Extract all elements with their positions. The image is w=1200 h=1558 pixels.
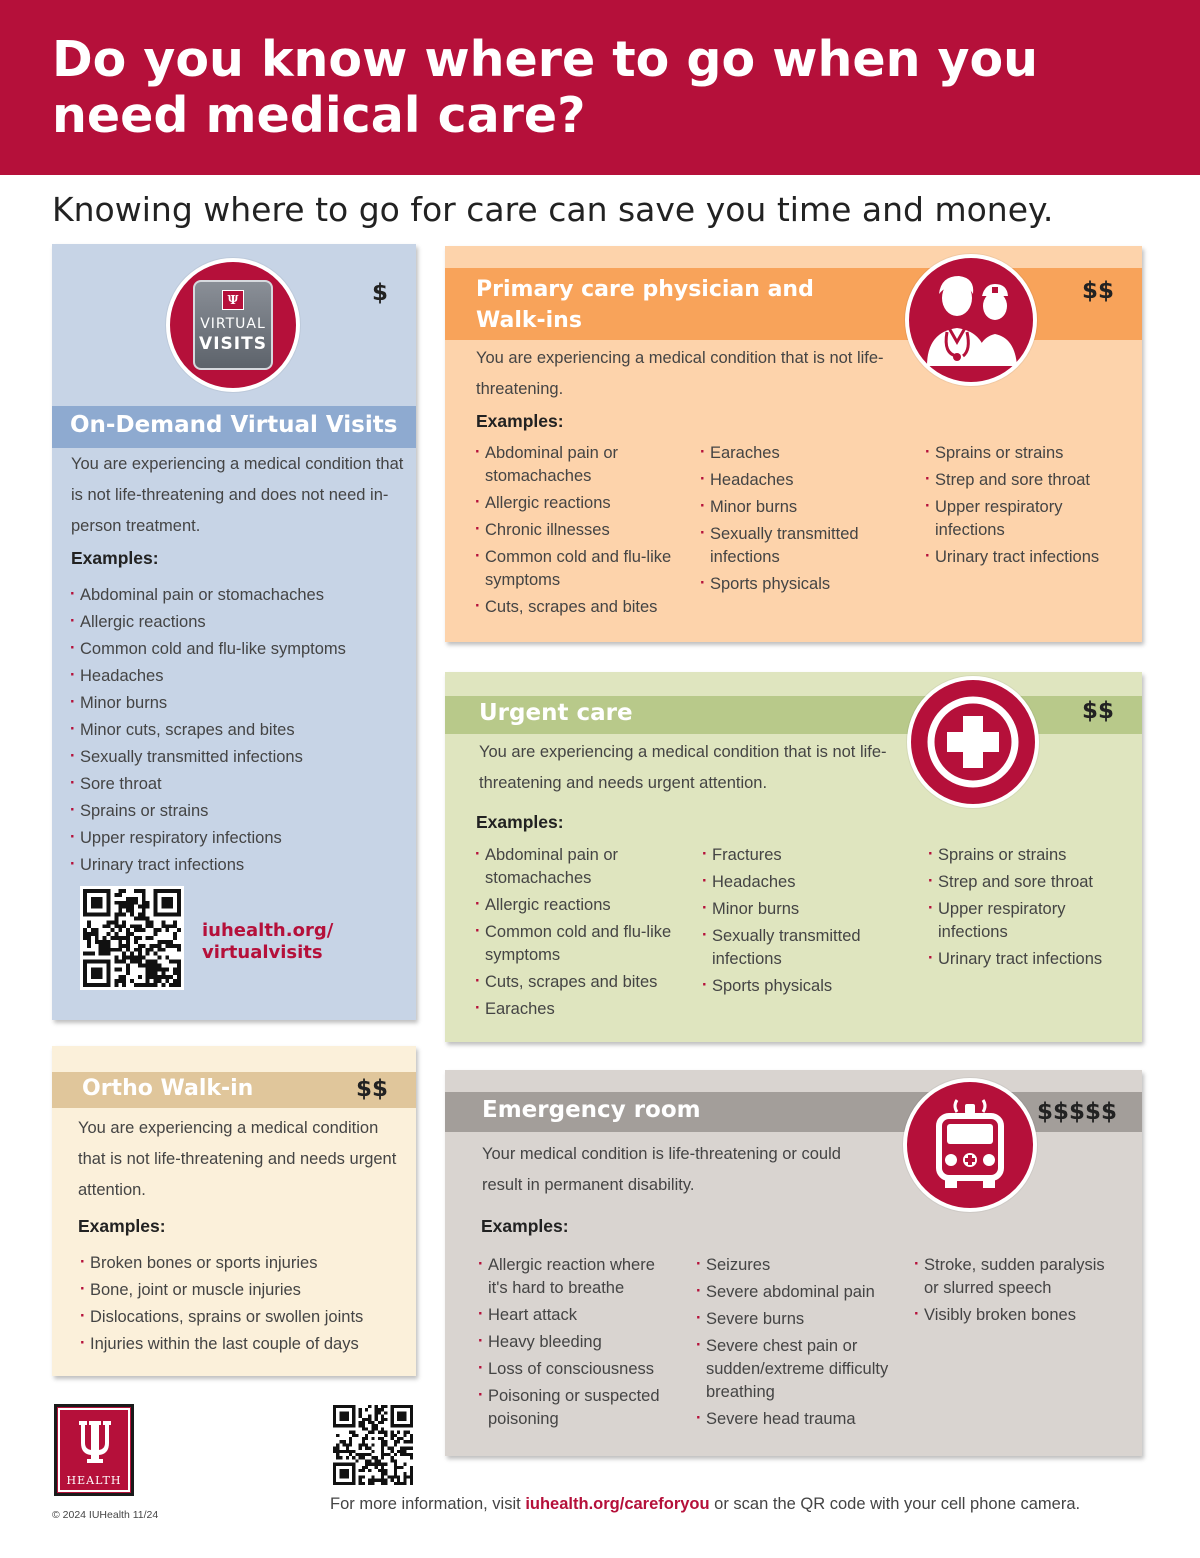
doctor-nurse-icon: [905, 254, 1037, 386]
list-item: · Minor cuts, scrapes and bites: [70, 719, 410, 742]
card-description: You are experiencing a medical condition that is not life-threatening.: [476, 349, 884, 398]
list-item: · Severe head trauma: [696, 1408, 901, 1431]
list-item: · Allergic reactions: [475, 894, 685, 917]
ambulance-icon: [903, 1078, 1037, 1212]
list-item: · Chronic illnesses: [475, 519, 680, 542]
qr-code-pattern: [83, 889, 181, 987]
footer-qr-code[interactable]: [330, 1402, 416, 1488]
qr-code[interactable]: [80, 886, 184, 990]
emergency-room-card: [445, 1070, 1142, 1456]
list-item: · Broken bones or sports injuries: [80, 1252, 412, 1275]
card-title: Emergency room: [482, 1097, 701, 1123]
card-title: Primary care physician and Walk-ins: [476, 277, 814, 333]
list-item: · Sports physicals: [702, 975, 912, 998]
list-item: · Upper respiratory infections: [928, 898, 1138, 944]
list-item: · Headaches: [70, 665, 410, 688]
footer-text: [330, 1495, 1080, 1514]
link-line-1[interactable]: iuhealth.org/: [202, 920, 334, 941]
badge-line-1: VIRTUAL: [200, 316, 266, 332]
primary-care-card: [445, 246, 1142, 642]
list-item: · Minor burns: [702, 898, 912, 921]
list-item: · Sexually transmitted infections: [702, 925, 912, 971]
list-item: · Severe abdominal pain: [696, 1281, 901, 1304]
list-item: · Headaches: [702, 871, 912, 894]
list-item: · Upper respiratory infections: [70, 827, 410, 850]
list-item: · Sprains or strains: [70, 800, 410, 823]
examples-label: Examples:: [481, 1216, 569, 1236]
card-header: [52, 406, 416, 448]
examples-column-3: [914, 1254, 1114, 1331]
examples-column-2: [700, 442, 905, 600]
list-item: · Common cold and flu-like symptoms: [70, 638, 410, 661]
list-item: · Cuts, scrapes and bites: [475, 596, 680, 619]
footer-text-before: For more information, visit: [330, 1495, 526, 1513]
medical-cross-icon: [907, 676, 1039, 808]
price-indicator: $$: [1082, 278, 1115, 304]
list-item: · Sprains or strains: [925, 442, 1135, 465]
list-item: · Minor burns: [700, 496, 905, 519]
card-title: Urgent care: [479, 700, 633, 726]
iu-mini-logo-icon: Ψ: [222, 290, 244, 310]
list-item: · Earaches: [700, 442, 905, 465]
list-item: · Severe burns: [696, 1308, 901, 1331]
footer-text-after: or scan the QR code with your cell phone camera.: [709, 1495, 1081, 1513]
list-item: · Urinary tract infections: [70, 854, 410, 877]
list-item: · Urinary tract infections: [925, 546, 1135, 569]
list-item: · Heavy bleeding: [478, 1331, 678, 1354]
examples-column-3: [928, 844, 1138, 975]
card-description: You are experiencing a medical condition that is not life-threatening and does not need in-person treatment.: [71, 455, 404, 535]
list-item: · Sexually transmitted infections: [700, 523, 905, 569]
price-indicator: $$$$$: [1037, 1099, 1118, 1125]
examples-column-2: [696, 1254, 901, 1435]
examples-list: [80, 1252, 412, 1360]
list-item: · Sore throat: [70, 773, 410, 796]
list-item: · Strep and sore throat: [925, 469, 1135, 492]
list-item: · Strep and sore throat: [928, 871, 1138, 894]
list-item: · Loss of consciousness: [478, 1358, 678, 1381]
list-item: · Bone, joint or muscle injuries: [80, 1279, 412, 1302]
page-subtitle: Knowing where to go for care can save you time and money.: [52, 190, 1054, 229]
list-item: · Minor burns: [70, 692, 410, 715]
virtual-visits-badge: [193, 280, 273, 370]
list-item: · Headaches: [700, 469, 905, 492]
list-item: · Abdominal pain or stomachaches: [70, 584, 410, 607]
list-item: · Heart attack: [478, 1304, 678, 1327]
price-indicator: $$: [1082, 698, 1115, 724]
list-item: · Abdominal pain or stomachaches: [475, 844, 685, 890]
examples-column-2: [702, 844, 912, 1002]
copyright: © 2024 IUHealth 11/24: [52, 1509, 159, 1521]
list-item: · Allergic reactions: [70, 611, 410, 634]
examples-label: Examples:: [78, 1216, 166, 1236]
virtual-visits-logo: [166, 258, 300, 392]
qr-code-pattern: [333, 1405, 413, 1485]
trident-icon: [75, 1417, 115, 1465]
ortho-walk-in-card: [52, 1046, 416, 1376]
examples-column-1: [478, 1254, 678, 1435]
examples-label: Examples:: [476, 411, 564, 431]
virtual-visits-link[interactable]: [202, 920, 333, 964]
virtual-visits-card: [52, 244, 416, 1020]
list-item: · Fractures: [702, 844, 912, 867]
card-description: You are experiencing a medical condition that is not life-threatening and needs urgent attention.: [479, 743, 887, 792]
list-item: · Seizures: [696, 1254, 901, 1277]
iu-health-logo: [54, 1404, 134, 1496]
link-line-2[interactable]: virtualvisits: [202, 942, 323, 963]
urgent-care-card: [445, 672, 1142, 1042]
list-item: · Sprains or strains: [928, 844, 1138, 867]
list-item: · Upper respiratory infections: [925, 496, 1135, 542]
list-item: · Injuries within the last couple of days: [80, 1333, 412, 1356]
examples-label: Examples:: [71, 548, 159, 568]
list-item: · Common cold and flu-like symptoms: [475, 921, 685, 967]
examples-column-3: [925, 442, 1135, 573]
examples-column-1: [475, 442, 680, 623]
examples-list: [70, 584, 410, 881]
card-header: [445, 268, 1142, 340]
list-item: · Severe chest pain or sudden/extreme difficulty breathing: [696, 1335, 901, 1404]
examples-label: Examples:: [476, 812, 564, 832]
list-item: · Allergic reaction where it's hard to breathe: [478, 1254, 678, 1300]
list-item: · Allergic reactions: [475, 492, 680, 515]
page-title: Do you know where to go when you need medical care?: [52, 31, 1039, 144]
title-banner: [0, 0, 1200, 175]
list-item: · Abdominal pain or stomachaches: [475, 442, 680, 488]
card-description: Your medical condition is life-threatening or could result in permanent disability.: [482, 1145, 841, 1194]
list-item: · Cuts, scrapes and bites: [475, 971, 685, 994]
card-title: On-Demand Virtual Visits: [70, 412, 398, 438]
badge-line-2: VISITS: [199, 334, 267, 354]
price-indicator: $$: [356, 1076, 389, 1102]
examples-column-1: [475, 844, 685, 1025]
footer-link[interactable]: iuhealth.org/careforyou: [525, 1495, 710, 1513]
list-item: · Stroke, sudden paralysis or slurred speech: [914, 1254, 1114, 1300]
list-item: · Sports physicals: [700, 573, 905, 596]
list-item: · Poisoning or suspected poisoning: [478, 1385, 678, 1431]
list-item: · Urinary tract infections: [928, 948, 1138, 971]
list-item: · Visibly broken bones: [914, 1304, 1114, 1327]
list-item: · Common cold and flu-like symptoms: [475, 546, 680, 592]
card-description: You are experiencing a medical condition that is not life-threatening and needs urgent attention.: [78, 1119, 397, 1199]
list-item: · Earaches: [475, 998, 685, 1021]
price-indicator: $: [372, 280, 389, 306]
list-item: · Sexually transmitted infections: [70, 746, 410, 769]
logo-text: HEALTH: [66, 1474, 122, 1487]
list-item: · Dislocations, sprains or swollen joints: [80, 1306, 412, 1329]
card-title: Ortho Walk-in: [82, 1076, 254, 1101]
